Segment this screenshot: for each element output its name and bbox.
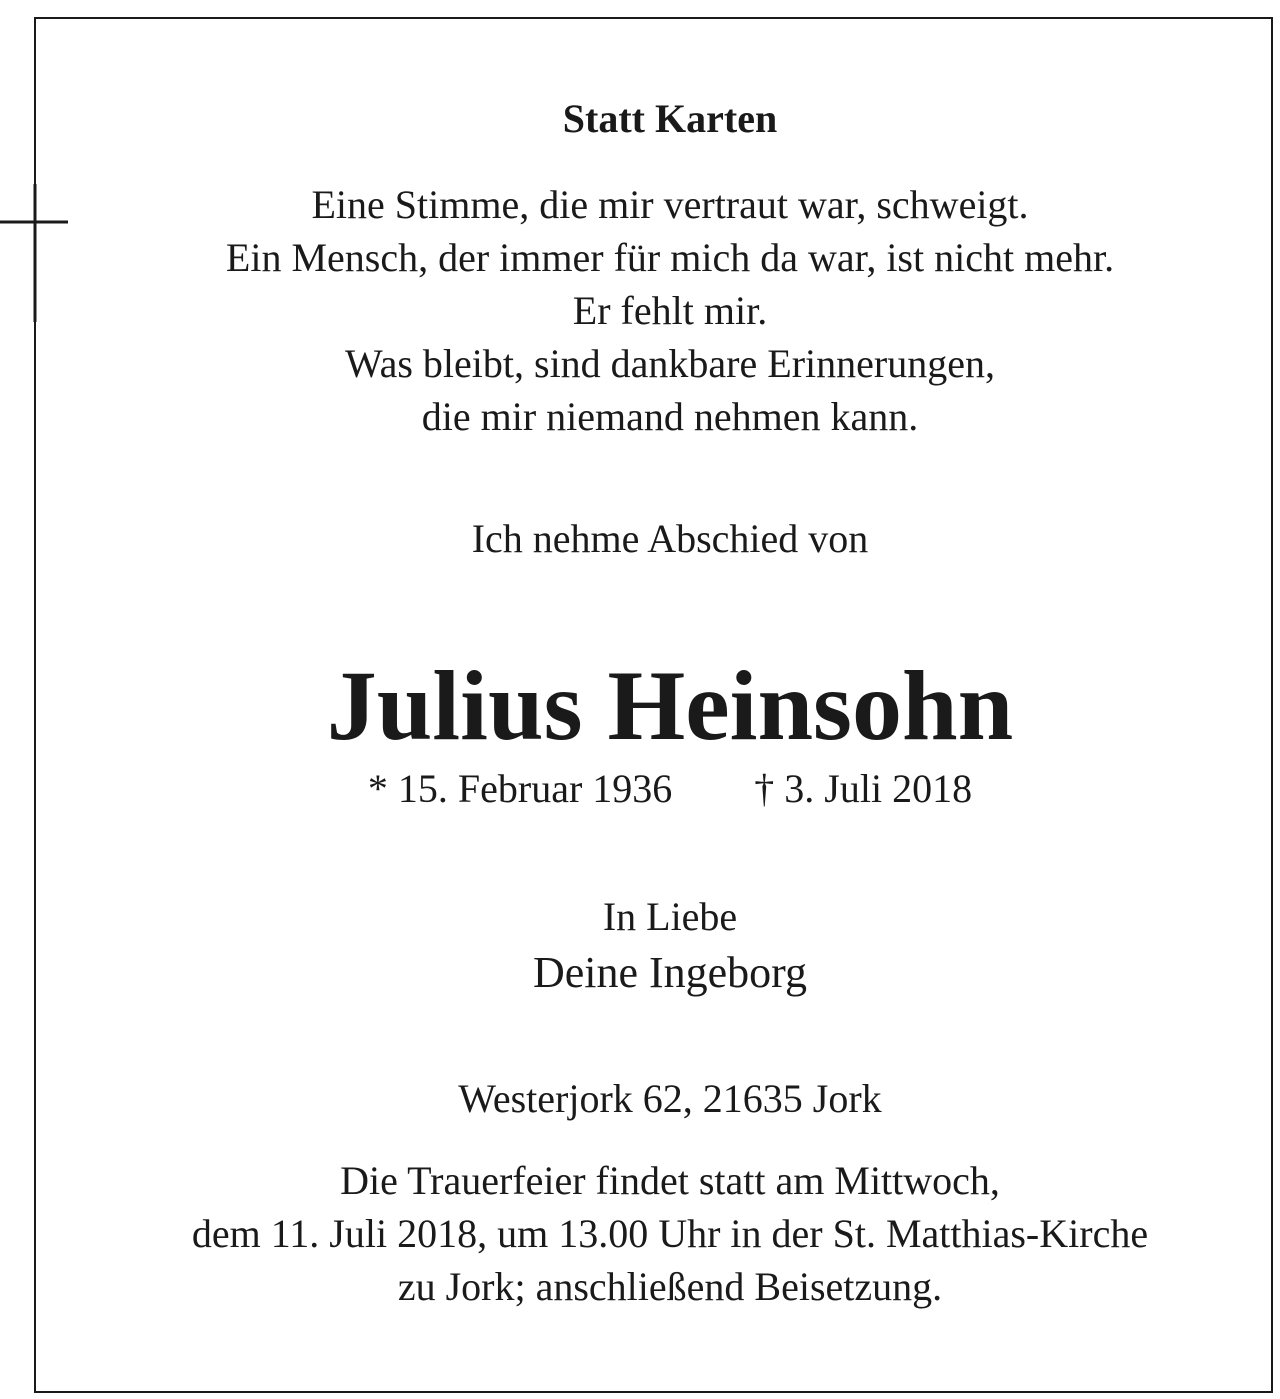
farewell-intro: Ich nehme Abschied von — [471, 516, 869, 561]
ceremony-line: Die Trauerfeier findet statt am Mittwoch, — [340, 1158, 1000, 1203]
notice-heading: Statt Karten — [562, 96, 778, 141]
address: Westerjork 62, 21635 Jork — [458, 1076, 882, 1121]
deceased-name: Julius Heinsohn — [326, 650, 1014, 761]
ceremony-info — [0, 1154, 1280, 1313]
poem-line: die mir niemand nehmen kann. — [421, 394, 919, 439]
signer-name: Deine Ingeborg — [532, 948, 808, 997]
life-dates — [0, 765, 1280, 812]
poem-line: Was bleibt, sind dankbare Erinnerungen, — [345, 341, 995, 386]
ceremony-line: dem 11. Juli 2018, um 13.00 Uhr in der St. Matthias-Kirche — [191, 1211, 1149, 1256]
ceremony-line: zu Jork; anschließend Beisetzung. — [397, 1264, 943, 1309]
death-date: † 3. Juli 2018 — [754, 766, 973, 811]
poem — [0, 178, 1280, 443]
love-line: In Liebe — [602, 894, 738, 939]
poem-line: Er fehlt mir. — [572, 288, 768, 333]
poem-line: Ein Mensch, der immer für mich da war, ist nicht mehr. — [225, 235, 1115, 280]
birth-date: * 15. Februar 1936 — [367, 766, 673, 811]
poem-line: Eine Stimme, die mir vertraut war, schweigt. — [311, 182, 1029, 227]
